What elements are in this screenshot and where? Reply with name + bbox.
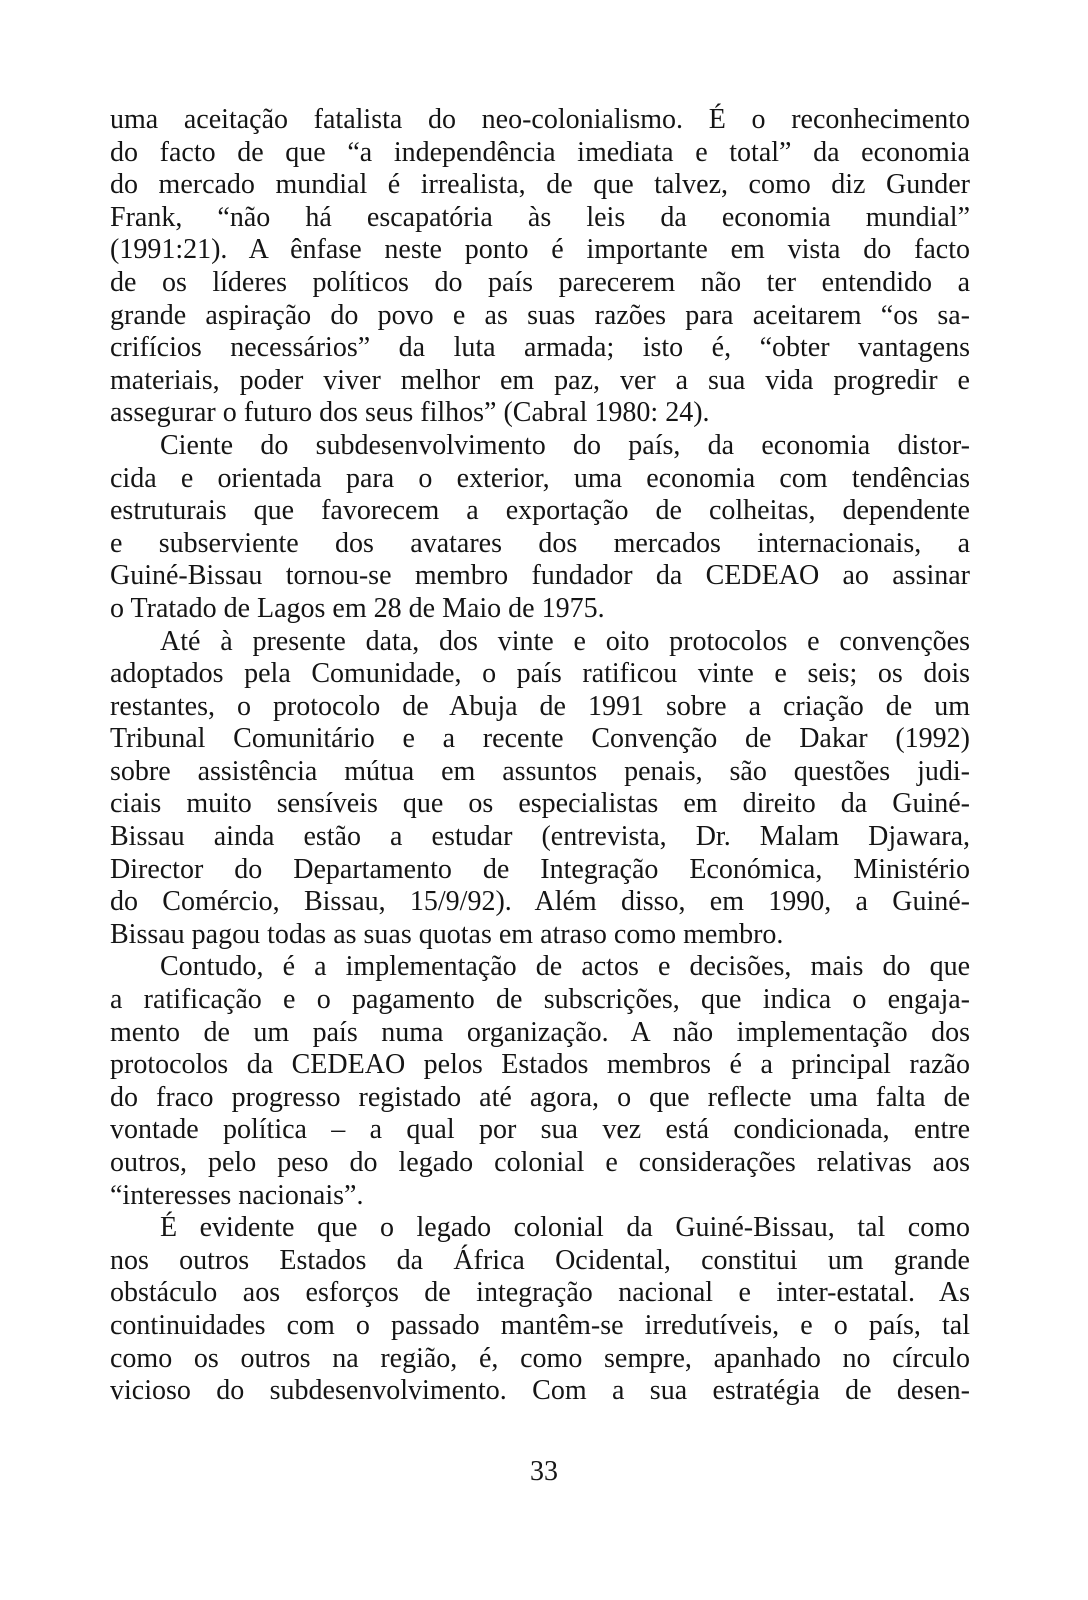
text-line: uma aceitação fatalista do neo-colonialismo. É o reconhecimento [110,104,970,135]
text-line: de os líderes políticos do país parecerem não ter entendido a [110,266,970,298]
text-line: materiais, poder viver melhor em paz, ver a sua vida progredir e [110,364,970,396]
text-line: sobre assistência mútua em assuntos penais, são questões judi- [110,755,970,787]
text-line: Guiné-Bissau tornou-se membro fundador da CEDEAO ao assinar [110,560,970,592]
text-line: o Tratado de Lagos em 28 de Maio de 1975. [110,592,605,624]
text-line: Até à presente data, dos vinte e oito protocolos e convenções [160,625,970,657]
text-line: ciais muito sensíveis que os especialistas em direito da Guiné- [110,788,970,820]
paragraph [110,1212,970,1408]
paragraph [110,951,970,1212]
text-line: outros, pelo peso do legado colonial e considerações relativas aos [110,1147,970,1178]
text-line: É evidente que o legado colonial da Guiné-Bissau, tal como [160,1212,970,1244]
text-line: como os outros na região, é, como sempre, apanhado no círculo [110,1342,970,1374]
text-line: (1991:21). A ênfase neste ponto é importante em vista do facto [110,234,970,266]
paragraph [110,626,970,952]
text-line: cida e orientada para o exterior, uma economia com tendências [110,462,970,494]
text-line: obstáculo aos esforços de integração nacional e inter-estatal. As [110,1277,970,1309]
body-text [110,104,970,1408]
text-line: protocolos da CEDEAO pelos Estados membros é a principal razão [110,1049,970,1081]
text-line: “interesses nacionais”. [110,1179,364,1211]
text-line: adoptados pela Comunidade, o país ratificou vinte e seis; os dois [110,658,970,690]
text-line: crifícios necessários” da luta armada; isto é, “obter vantagens [110,332,970,364]
text-line: restantes, o protocolo de Abuja de 1991 sobre a criação de um [110,690,970,722]
paragraph [110,104,970,430]
text-line: Contudo, é a implementação de actos e decisões, mais do que [160,951,970,983]
text-line: e subserviente dos avatares dos mercados internacionais, a [110,527,970,559]
text-line: Bissau pagou todas as suas quotas em atraso como membro. [110,918,784,950]
text-line: do Comércio, Bissau, 15/9/92). Além disso, em 1990, a Guiné- [110,886,970,918]
text-line: Tribunal Comunitário e a recente Convenção de Dakar (1992) [110,723,970,755]
text-line: Director do Departamento de Integração Económica, Ministério [110,853,970,885]
page-number: 33 [530,1456,558,1487]
text-line: Frank, “não há escapatória às leis da economia mundial” [110,201,970,233]
text-line: Bissau ainda estão a estudar (entrevista, Dr. Malam Djawara, [110,821,970,853]
text-line: do facto de que “a independência imediata e total” da economia [110,136,970,168]
text-line: estruturais que favorecem a exportação de colheitas, dependente [110,495,970,527]
text-line: nos outros Estados da África Ocidental, constitui um grande [110,1244,970,1276]
text-line: do fraco progresso registado até agora, o que reflecte uma falta de [110,1081,970,1113]
text-line: vicioso do subdesenvolvimento. Com a sua estratégia de desen- [110,1375,970,1407]
text-line: continuidades com o passado mantêm-se irredutíveis, e o país, tal [110,1309,970,1341]
paragraph [110,430,970,626]
text-line: Ciente do subdesenvolvimento do país, da economia distor- [160,429,970,461]
text-line: grande aspiração do povo e as suas razões para aceitarem “os sa- [110,299,970,331]
text-line: vontade política – a qual por sua vez está condicionada, entre [110,1114,970,1146]
text-line: assegurar o futuro dos seus filhos” (Cabral 1980: 24). [110,397,710,429]
text-line: mento de um país numa organização. A não implementação dos [110,1016,970,1048]
text-line: a ratificação e o pagamento de subscrições, que indica o engaja- [110,984,970,1016]
text-line: do mercado mundial é irrealista, de que talvez, como diz Gunder [110,169,970,201]
